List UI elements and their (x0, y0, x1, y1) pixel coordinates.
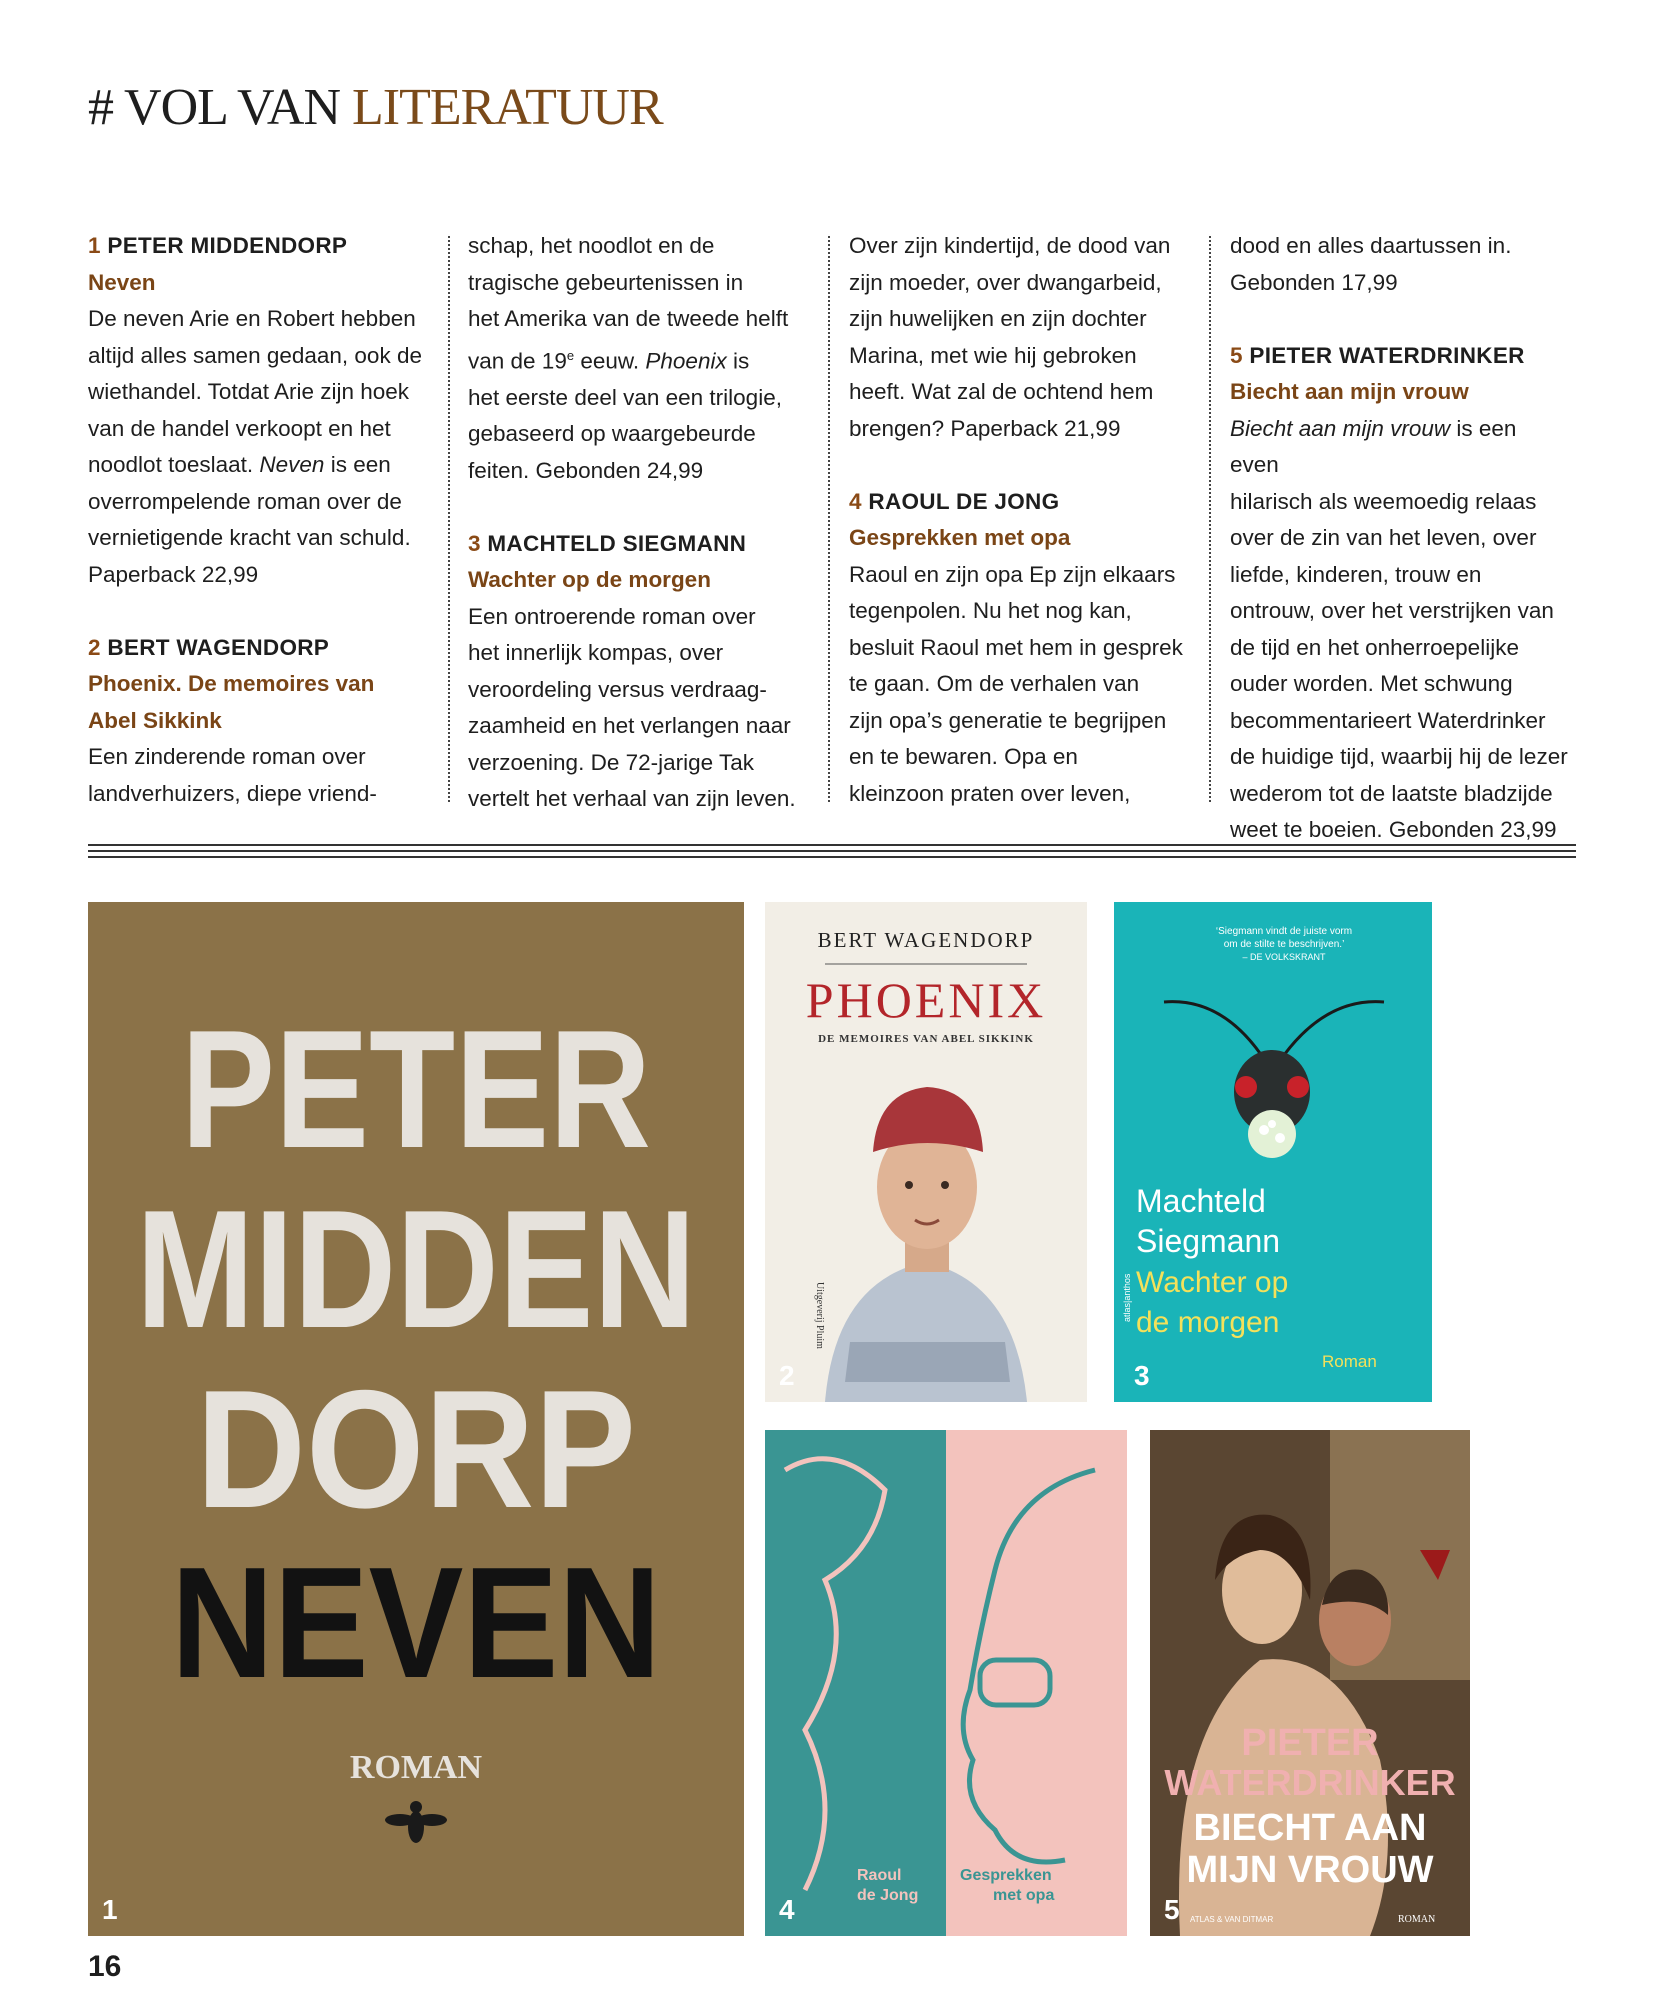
entry-5-title: Biecht aan mijn vrouw (1230, 379, 1469, 404)
cover4-title: Gesprekken (960, 1867, 1052, 1884)
cover-badge: 5 (1164, 1894, 1180, 1925)
cover2-subtitle: DE MEMOIRES VAN ABEL SIKKINK (818, 1033, 1034, 1045)
column-divider (1209, 236, 1211, 802)
svg-text:– DE VOLKSKRANT: – DE VOLKSKRANT (1242, 952, 1326, 962)
page-header (88, 78, 663, 137)
cover3-author: Machteld (1136, 1183, 1266, 1219)
cover2-title: PHOENIX (805, 972, 1047, 1028)
cover3-roman: Roman (1322, 1352, 1377, 1371)
column-divider (448, 236, 450, 802)
section-rule (88, 850, 1576, 852)
book-cover-gesprekken[interactable] (765, 1430, 1127, 1936)
cover-badge: 2 (779, 1360, 795, 1391)
cover-badge: 3 (1134, 1360, 1150, 1391)
column-divider (828, 236, 830, 802)
wasp-illustration (1164, 1002, 1384, 1158)
entry-3-title: Wachter op de morgen (468, 567, 711, 592)
text-column-4: dood en alles daartussen in. Gebonden 17,99 5 PIETER WATERDRINKER Biecht aan mijn vrouw Biecht aan mijn vrouw is een even hilarisch als weemoedig relaas over de zin van het leven, over liefde, kinderen, trouw en ontrouw, over het verstrijken van de tijd en het onherroepelijke ouder worden. Met schwung becommentarieert Waterdrinker de huidige tijd, waarbij hij de lezer wederom tot de laatste bladzijde weet te boeien. Gebonden 23,99 (1230, 228, 1570, 849)
book-cover-biecht[interactable] (1150, 1430, 1470, 1936)
cover5-roman: ROMAN (1398, 1914, 1436, 1925)
cover3-publisher: atlas|anthos (1122, 1273, 1132, 1322)
cover1-line2: MIDDEN (136, 1175, 696, 1363)
cover5-title: BIECHT AAN (1193, 1807, 1427, 1849)
page-number: 16 (88, 1950, 122, 1983)
entry-4-title: Gesprekken met opa (849, 525, 1071, 550)
text-column-1: 1 PETER MIDDENDORP Neven De neven Arie en Robert hebben altijd alles samen gedaan, ook de wiethandel. Totdat Arie zijn hoek van de handel verkoopt en het noodlot toeslaat. Neven is een overrompelende roman over de vernietigende kracht van schuld. Paperback 22,99 2 BERT WAGENDORP Phoenix. De memoires van Abel Sikkink Een zinderende roman over landverhuizers, diepe vriend- (88, 228, 428, 812)
cover1-title: NEVEN (171, 1535, 661, 1711)
cover2-author: BERT WAGENDORP (817, 928, 1035, 952)
cover3-title: Wachter op (1136, 1266, 1289, 1299)
cover-badge: 1 (102, 1894, 118, 1925)
header-prefix: # VOL VAN (88, 79, 353, 136)
book-cover-phoenix[interactable] (765, 902, 1087, 1402)
cover2-publisher: Uitgeverij Pluim (814, 1282, 825, 1349)
cover3-quote: ‘Siegmann vindt de juiste vorm (1215, 926, 1353, 937)
entry-5-author: 5 PIETER WATERDRINKER (1230, 342, 1525, 368)
cover-badge: 4 (779, 1894, 795, 1925)
entry-2-title-cont: Abel Sikkink (88, 707, 222, 733)
book-cover-neven[interactable] (88, 902, 744, 1936)
entry-1-title: Neven (88, 269, 156, 295)
svg-text:de Jong: de Jong (857, 1887, 919, 1904)
text-column-2: schap, het noodlot en de tragische gebeurtenissen in het Amerika van de tweede helft van de 19e eeuw. Phoenix is het eerste deel van een trilogie, gebaseerd op waargebeurde feiten. Gebonden 24,99 3 MACHTELD SIEGMANN Wachter op de morgen Een ontroerende roman over het innerlijk kompas, over veroordeling versus verdraag- zaamheid en het verlangen naar verzoening. De 72-jarige Tak vertelt het verhaal van zijn leven. (468, 228, 808, 818)
cover5-publisher: ATLAS & VAN DITMAR (1190, 1915, 1274, 1924)
header-accent: LITERATUUR (352, 79, 663, 136)
svg-text:met opa: met opa (993, 1887, 1055, 1904)
cover4-author: Raoul (857, 1867, 902, 1884)
entry-2-author: 2 BERT WAGENDORP (88, 634, 330, 660)
svg-text:om de stilte te beschrijven.’: om de stilte te beschrijven.’ (1223, 939, 1345, 950)
entry-4-author: 4 RAOUL DE JONG (849, 488, 1060, 514)
text-column-3: Over zijn kindertijd, de dood van zijn moeder, over dwangarbeid, zijn huwelijken en zijn dochter Marina, met wie hij gebroken heeft. Wat zal de ochtend hem brengen? Paperback 21,99 4 RAOUL DE JONG Gesprekken met opa Raoul en zijn opa Ep zijn elkaars tegenpolen. Nu het nog kan, besluit Raoul met hem in gesprek te gaan. Om de verhalen van zijn opa’s generatie te begrijpen en te bewaren. Opa en kleinzoon praten over leven, (849, 228, 1189, 812)
bee-icon (385, 1801, 447, 1843)
svg-text:WATERDRINKER: WATERDRINKER (1164, 1762, 1456, 1803)
cover1-line1: PETER (181, 995, 651, 1183)
book-cover-wachter[interactable] (1114, 902, 1432, 1402)
svg-text:de morgen: de morgen (1136, 1306, 1280, 1339)
svg-text:MIJN VROUW: MIJN VROUW (1186, 1849, 1434, 1891)
entry-1-author: 1 PETER MIDDENDORP (88, 233, 348, 258)
section-rule (88, 844, 1576, 846)
section-rule (88, 856, 1576, 858)
entry-3-author: 3 MACHTELD SIEGMANN (468, 530, 747, 556)
cover1-line3: DORP (196, 1355, 636, 1543)
glasses-icon (980, 1660, 1050, 1705)
cover5-author: PIETER (1241, 1722, 1379, 1764)
portrait-boy (825, 1087, 1027, 1402)
cover1-roman: ROMAN (349, 1749, 483, 1786)
svg-text:Siegmann: Siegmann (1136, 1223, 1281, 1259)
entry-2-title: Phoenix. De memoires van (88, 671, 375, 696)
